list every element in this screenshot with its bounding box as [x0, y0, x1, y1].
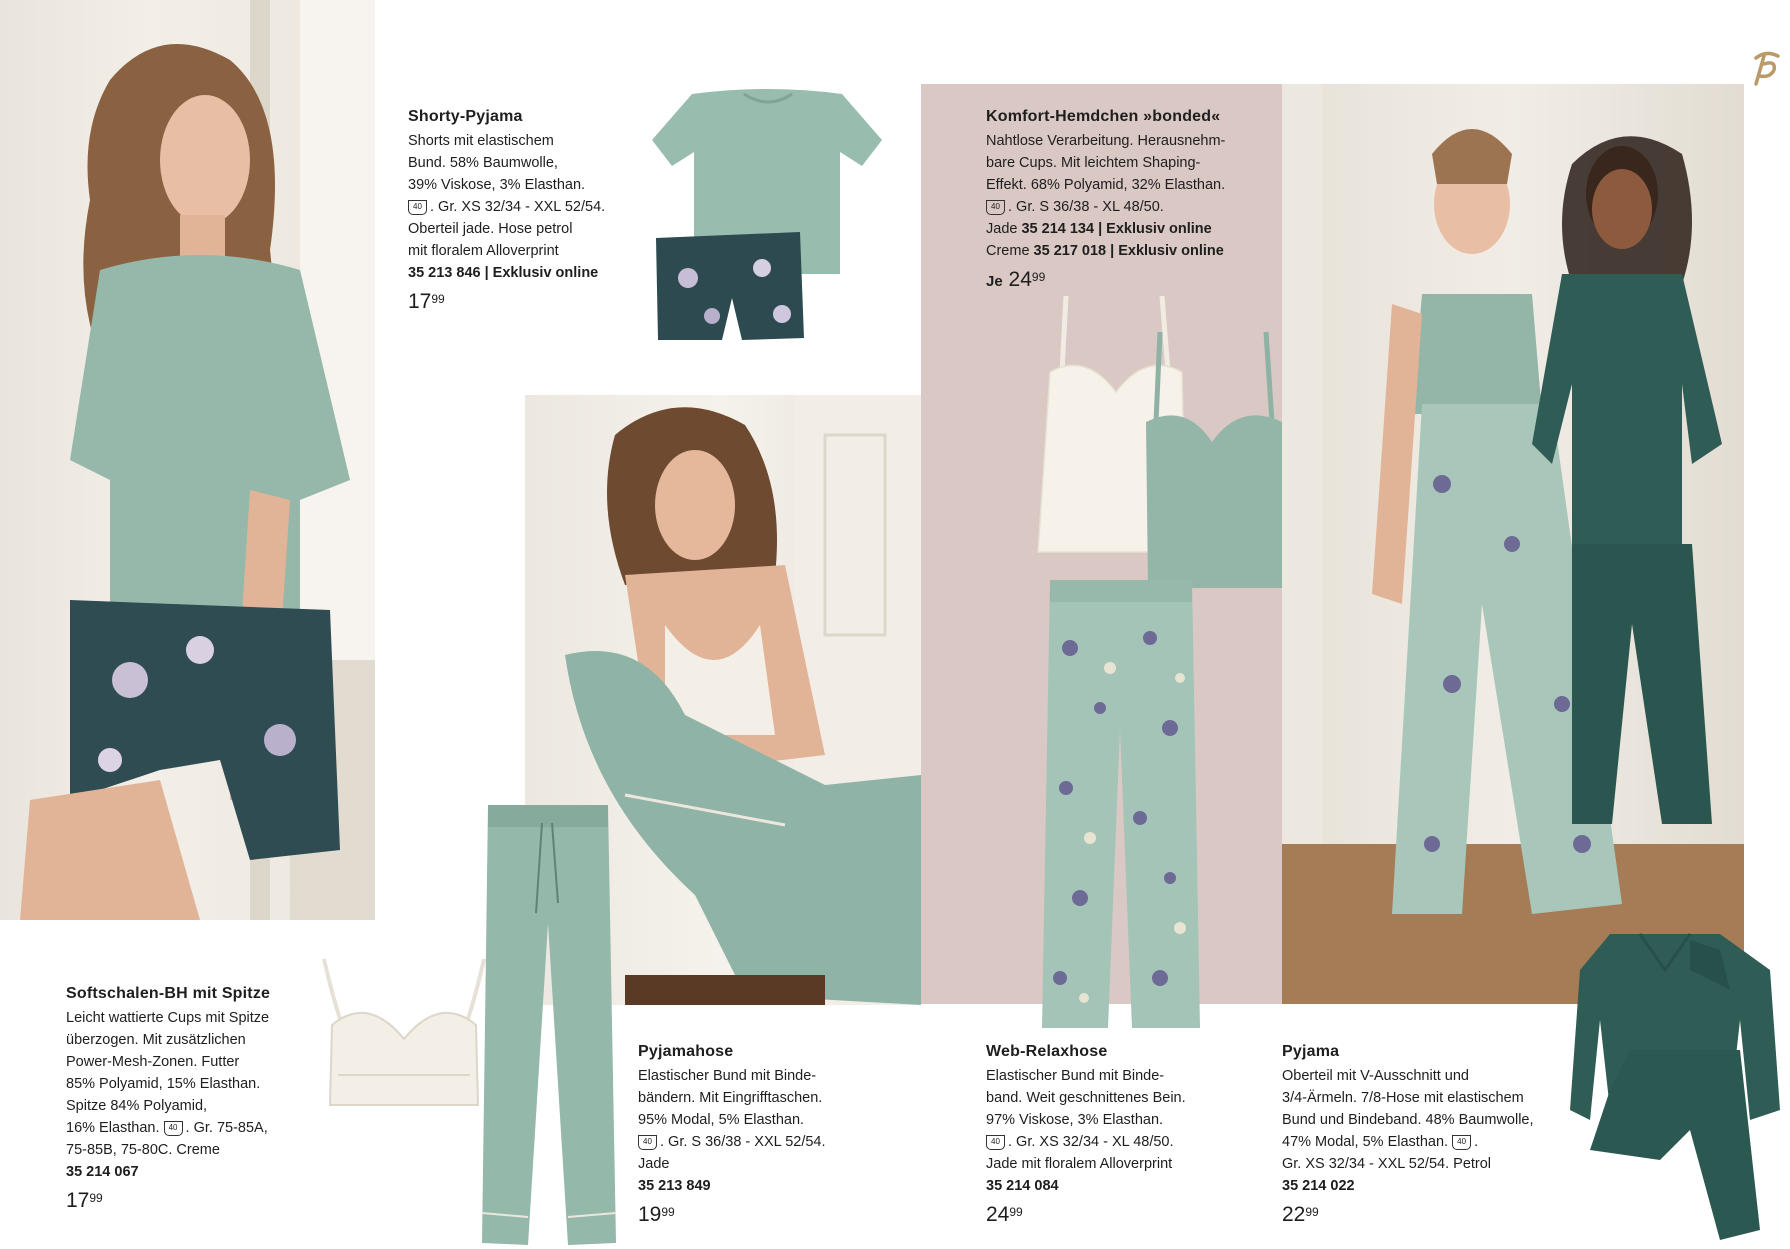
product-info-pyjama [1282, 1043, 1582, 1227]
product-description-line: Shorts mit elastischem [408, 133, 554, 149]
article-number: 35 217 018 | Exklusiv online [1033, 243, 1224, 259]
product-description-line: bare Cups. Mit leichtem Shaping- [986, 155, 1201, 171]
product-description-line: Elastischer Bund mit Binde- [986, 1068, 1165, 1084]
product-description-line: Oberteil jade. Hose petrol [408, 221, 573, 237]
wash-care-icon: 40 [408, 200, 427, 215]
size-info: . Gr. XS 32/34 - XXL 52/54. [430, 199, 606, 215]
product-description-line: Spitze 84% Polyamid, [66, 1098, 208, 1114]
size-info: . Gr. XS 32/34 - XL 48/50. [1008, 1134, 1174, 1150]
product-description-line: Effekt. 68% Polyamid, 32% Elasthan. [986, 177, 1226, 193]
product-description-line: Elastischer Bund mit Binde- [638, 1068, 817, 1084]
product-description-line: Jade [638, 1156, 670, 1172]
wash-care-icon: 40 [164, 1121, 183, 1136]
product-title: Shorty-Pyjama [408, 108, 523, 125]
color-label: Creme [986, 243, 1030, 259]
product-description-line: Bund. 58% Baumwolle, [408, 155, 558, 171]
size-info-prefix: 47% Modal, 5% Elasthan. [1282, 1134, 1449, 1150]
article-number: 35 214 022 [1282, 1178, 1355, 1194]
product-image-softschalen-bh [318, 955, 490, 1113]
wash-care-icon: 40 [638, 1135, 657, 1150]
product-description-line: Nahtlose Verarbeitung. Herausnehm- [986, 133, 1226, 149]
product-info-web-relaxhose [986, 1043, 1266, 1227]
product-title: Pyjamahose [638, 1043, 734, 1060]
wash-care-icon: 40 [986, 200, 1005, 215]
product-info-softschalen-bh [66, 985, 336, 1213]
product-description-line: mit floralem Alloverprint [408, 243, 559, 259]
product-description-line: Oberteil mit V-Ausschnitt und [1282, 1068, 1469, 1084]
product-image-web-relaxhose [1040, 578, 1202, 1030]
product-image-pyjamahose [478, 803, 618, 1248]
color-label: Jade [986, 221, 1018, 237]
product-title: Komfort-Hemdchen »bonded« [986, 108, 1221, 125]
product-image-pyjama [1570, 930, 1790, 1245]
product-description-line: Bund und Bindeband. 48% Baumwolle, [1282, 1112, 1534, 1128]
price: $22^{99}$ [1282, 1203, 1319, 1226]
product-description-line: bändern. Mit Eingrifftaschen. [638, 1090, 823, 1106]
model-photo-shorty-pyjama [0, 0, 375, 920]
price: $17^{99}$ [66, 1189, 103, 1212]
article-number: 35 214 134 | Exklusiv online [1021, 221, 1212, 237]
product-title: Pyjama [1282, 1043, 1340, 1060]
model-photo-pyjama [1282, 84, 1744, 1004]
product-description-line: Power-Mesh-Zonen. Futter [66, 1054, 240, 1070]
product-description-line: 97% Viskose, 3% Elasthan. [986, 1112, 1164, 1128]
price: Je $24^{99}$ [986, 268, 1046, 291]
size-info: . Gr. 75-85A, [185, 1120, 268, 1136]
size-info: . [1474, 1134, 1479, 1150]
product-title: Softschalen-BH mit Spitze [66, 985, 271, 1002]
article-number: 35 213 849 [638, 1178, 711, 1194]
tchibo-logo-icon [1750, 48, 1782, 88]
product-description-line: 39% Viskose, 3% Elasthan. [408, 177, 586, 193]
article-number: 35 214 084 [986, 1178, 1059, 1194]
price: $19^{99}$ [638, 1203, 675, 1226]
product-description-line: Gr. XS 32/34 - XXL 52/54. Petrol [1282, 1156, 1492, 1172]
product-image-shorty-pyjama [652, 88, 884, 346]
article-number: 35 213 846 | Exklusiv online [408, 265, 599, 281]
article-number: 35 214 067 [66, 1164, 139, 1180]
price: $24^{99}$ [986, 1203, 1023, 1226]
product-image-komfort-hemdchen [1036, 292, 1296, 592]
product-description-line: 3/4-Ärmeln. 7/8-Hose mit elastischem [1282, 1090, 1524, 1106]
price: $17^{99}$ [408, 290, 445, 313]
product-info-komfort-hemdchen [986, 108, 1286, 292]
product-description-line: Jade mit floralem Alloverprint [986, 1156, 1173, 1172]
size-info: . Gr. S 36/38 - XXL 52/54. [660, 1134, 826, 1150]
product-info-pyjamahose [638, 1043, 908, 1227]
wash-care-icon: 40 [1452, 1135, 1471, 1150]
wash-care-icon: 40 [986, 1135, 1005, 1150]
product-description-line: 75-85B, 75-80C. Creme [66, 1142, 220, 1158]
product-description-line: überzogen. Mit zusätzlichen [66, 1032, 246, 1048]
product-description-line: 85% Polyamid, 15% Elasthan. [66, 1076, 261, 1092]
product-info-shorty-pyjama [408, 108, 648, 314]
product-description-line: band. Weit geschnittenes Bein. [986, 1090, 1186, 1106]
product-title: Web-Relaxhose [986, 1043, 1108, 1060]
product-description-line: 95% Modal, 5% Elasthan. [638, 1112, 805, 1128]
size-info-prefix: 16% Elasthan. [66, 1120, 160, 1136]
size-info: . Gr. S 36/38 - XL 48/50. [1008, 199, 1164, 215]
product-description-line: Leicht wattierte Cups mit Spitze [66, 1010, 270, 1026]
